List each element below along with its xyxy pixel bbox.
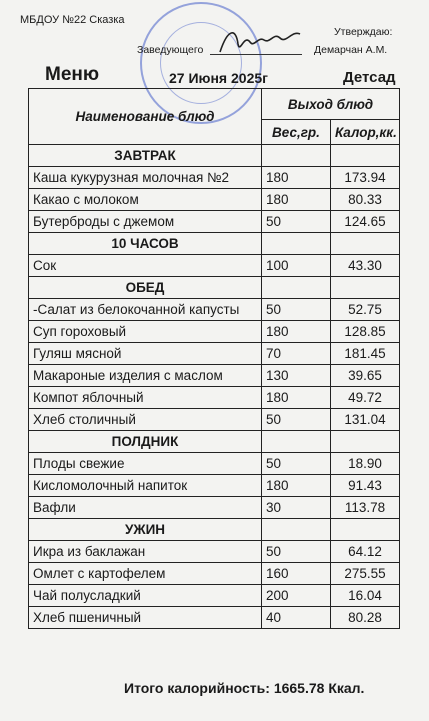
- dish-weight: 180: [262, 475, 331, 497]
- table-row: [29, 453, 400, 475]
- empty-cell: [331, 519, 400, 541]
- section-row: [29, 145, 400, 167]
- section-row: [29, 431, 400, 453]
- section-title: ЗАВТРАК: [29, 145, 262, 167]
- dish-name: Омлет с картофелем: [29, 563, 262, 585]
- table-header-row: [29, 89, 400, 120]
- section-row: [29, 519, 400, 541]
- table-row: [29, 387, 400, 409]
- table-row: [29, 585, 400, 607]
- dish-name: Кисломолочный напиток: [29, 475, 262, 497]
- dish-calories: 16.04: [331, 585, 400, 607]
- table-row: [29, 497, 400, 519]
- head-role: Заведующего: [137, 44, 204, 56]
- approve-label: Утверждаю:: [334, 26, 393, 38]
- dish-weight: 160: [262, 563, 331, 585]
- dish-weight: 180: [262, 189, 331, 211]
- table-row: [29, 255, 400, 277]
- empty-cell: [331, 145, 400, 167]
- dish-calories: 43.30: [331, 255, 400, 277]
- dish-column-header: Наименование блюд: [29, 89, 262, 145]
- dish-name: Вафли: [29, 497, 262, 519]
- section-row: [29, 233, 400, 255]
- table-row: [29, 607, 400, 629]
- dish-weight: 50: [262, 409, 331, 431]
- empty-cell: [262, 277, 331, 299]
- dish-calories: 80.33: [331, 189, 400, 211]
- dish-weight: 100: [262, 255, 331, 277]
- organization-name: МБДОУ №22 Сказка: [20, 14, 125, 26]
- dish-name: Суп гороховый: [29, 321, 262, 343]
- dish-calories: 80.28: [331, 607, 400, 629]
- empty-cell: [262, 431, 331, 453]
- dish-name: -Салат из белокочанной капусты: [29, 299, 262, 321]
- signature-line: [210, 54, 302, 55]
- dish-calories: 181.45: [331, 343, 400, 365]
- dish-weight: 180: [262, 387, 331, 409]
- empty-cell: [262, 519, 331, 541]
- table-row: [29, 541, 400, 563]
- dish-name: Хлеб пшеничный: [29, 607, 262, 629]
- dish-weight: 50: [262, 299, 331, 321]
- menu-type: Детсад: [343, 69, 396, 86]
- weight-column-header: Вес,гр.: [262, 120, 331, 145]
- empty-cell: [262, 145, 331, 167]
- dish-calories: 173.94: [331, 167, 400, 189]
- dish-weight: 30: [262, 497, 331, 519]
- dish-weight: 180: [262, 321, 331, 343]
- dish-weight: 50: [262, 211, 331, 233]
- menu-date: 27 Июня 2025г: [169, 70, 268, 86]
- table-row: [29, 211, 400, 233]
- table-row: [29, 343, 400, 365]
- dish-weight: 200: [262, 585, 331, 607]
- dish-calories: 52.75: [331, 299, 400, 321]
- dish-calories: 128.85: [331, 321, 400, 343]
- empty-cell: [262, 233, 331, 255]
- menu-table: [28, 88, 400, 629]
- dish-calories: 39.65: [331, 365, 400, 387]
- section-row: [29, 277, 400, 299]
- dish-calories: 131.04: [331, 409, 400, 431]
- dish-name: Гуляш мясной: [29, 343, 262, 365]
- dish-weight: 130: [262, 365, 331, 387]
- dish-name: Каша кукурузная молочная №2: [29, 167, 262, 189]
- dish-calories: 275.55: [331, 563, 400, 585]
- table-row: [29, 189, 400, 211]
- total-calories: Итого калорийность: 1665.78 Ккал.: [124, 680, 365, 696]
- dish-name: Макароные изделия с маслом: [29, 365, 262, 387]
- calories-column-header: Калор,кк.: [331, 120, 400, 145]
- dish-weight: 40: [262, 607, 331, 629]
- dish-name: Хлеб столичный: [29, 409, 262, 431]
- empty-cell: [331, 277, 400, 299]
- table-row: [29, 321, 400, 343]
- dish-name: Компот яблочный: [29, 387, 262, 409]
- section-title: ПОЛДНИК: [29, 431, 262, 453]
- dish-calories: 18.90: [331, 453, 400, 475]
- dish-name: Сок: [29, 255, 262, 277]
- dish-name: Икра из баклажан: [29, 541, 262, 563]
- section-title: УЖИН: [29, 519, 262, 541]
- dish-name: Какао с молоком: [29, 189, 262, 211]
- head-name: Демарчан А.М.: [314, 44, 388, 56]
- table-row: [29, 365, 400, 387]
- table-row: [29, 409, 400, 431]
- dish-name: Плоды свежие: [29, 453, 262, 475]
- dish-weight: 50: [262, 541, 331, 563]
- dish-calories: 49.72: [331, 387, 400, 409]
- section-title: 10 ЧАСОВ: [29, 233, 262, 255]
- table-row: [29, 167, 400, 189]
- table-row: [29, 563, 400, 585]
- table-row: [29, 475, 400, 497]
- table-row: [29, 299, 400, 321]
- dish-weight: 180: [262, 167, 331, 189]
- section-title: ОБЕД: [29, 277, 262, 299]
- menu-title: Меню: [45, 64, 100, 85]
- dish-calories: 113.78: [331, 497, 400, 519]
- dish-calories: 91.43: [331, 475, 400, 497]
- dish-calories: 64.12: [331, 541, 400, 563]
- empty-cell: [331, 431, 400, 453]
- empty-cell: [331, 233, 400, 255]
- dish-weight: 50: [262, 453, 331, 475]
- dish-calories: 124.65: [331, 211, 400, 233]
- dish-weight: 70: [262, 343, 331, 365]
- dish-name: Чай полусладкий: [29, 585, 262, 607]
- output-column-header: Выход блюд: [262, 89, 400, 120]
- dish-name: Бутерброды с джемом: [29, 211, 262, 233]
